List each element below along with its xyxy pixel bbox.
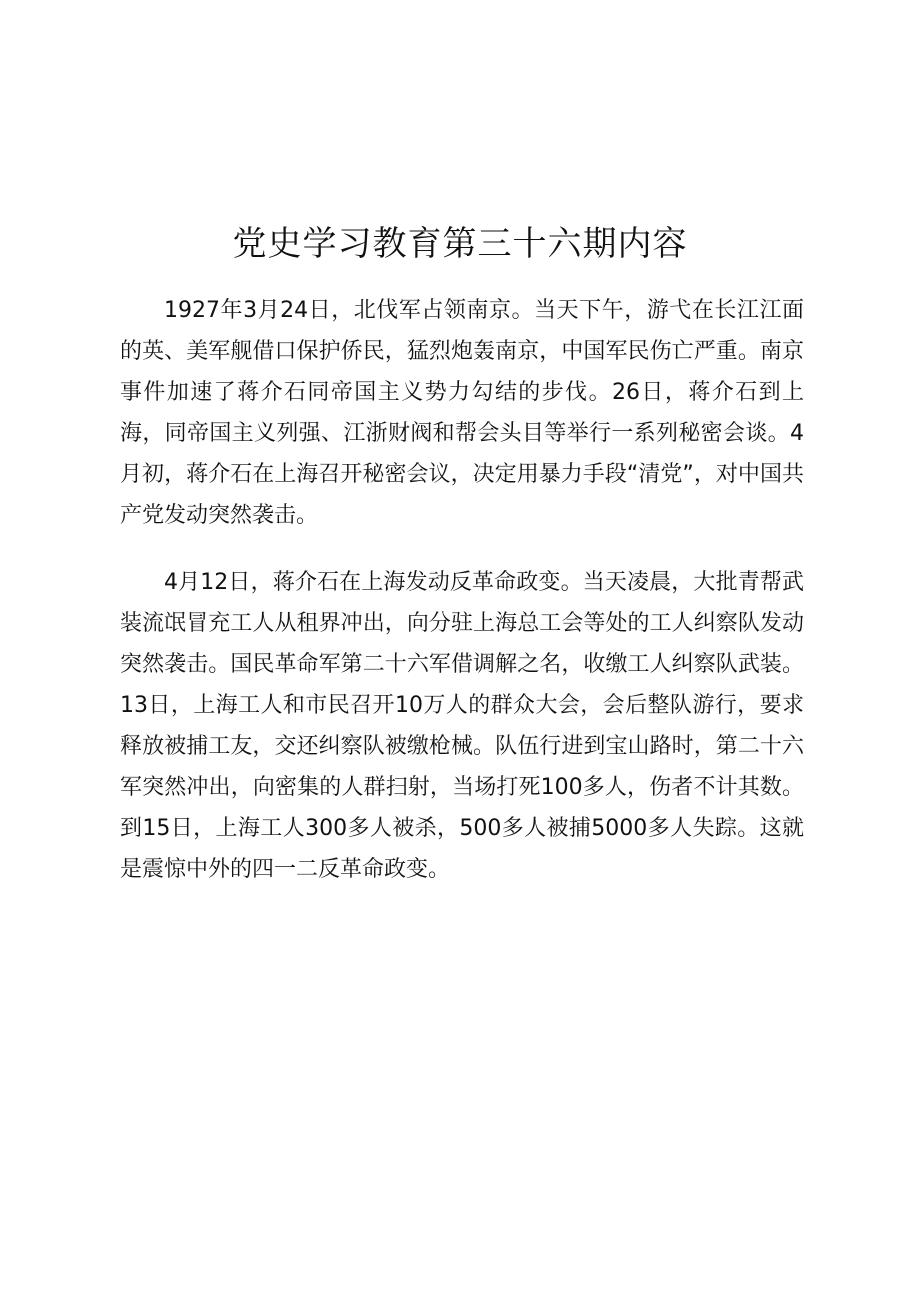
paragraph-2: 4月12日，蒋介石在上海发动反革命政变。当天凌晨，大批青帮武装流氓冒充工人从租界冲出，向分驻上海总工会等处的工人纠察队发动突然袭击。国民革命军第二十六军借调解之名，收缴工人纠察队武装。13日，上海工人和市民召开10万人的群众大会，会后整队游行，要求释放被捕工友，交还纠察队被缴枪械。队伍行进到宝山路时，第二十六军突然冲出，向密集的人群扫射，当场打死100多人，伤者不计其数。到15日，上海工人300多人被杀，500多人被捕5000多人失踪。这就是震惊中外的四一二反革命政变。 bbox=[120, 570, 804, 882]
document-body bbox=[120, 290, 804, 916]
document-title: 党史学习教育第三十六期内容 bbox=[232, 224, 688, 264]
paragraph-1: 1927年3月24日，北伐军占领南京。当天下午，游弋在长江江面的英、美军舰借口保护侨民，猛烈炮轰南京，中国军民伤亡严重。南京事件加速了蒋介石同帝国主义势力勾结的步伐。26日，蒋介石到上海，同帝国主义列强、江浙财阀和帮会头目等举行一系列秘密会谈。4月初，蒋介石在上海召开秘密会议，决定用暴力手段“清党”，对中国共产党发动突然袭击。 bbox=[120, 298, 804, 528]
